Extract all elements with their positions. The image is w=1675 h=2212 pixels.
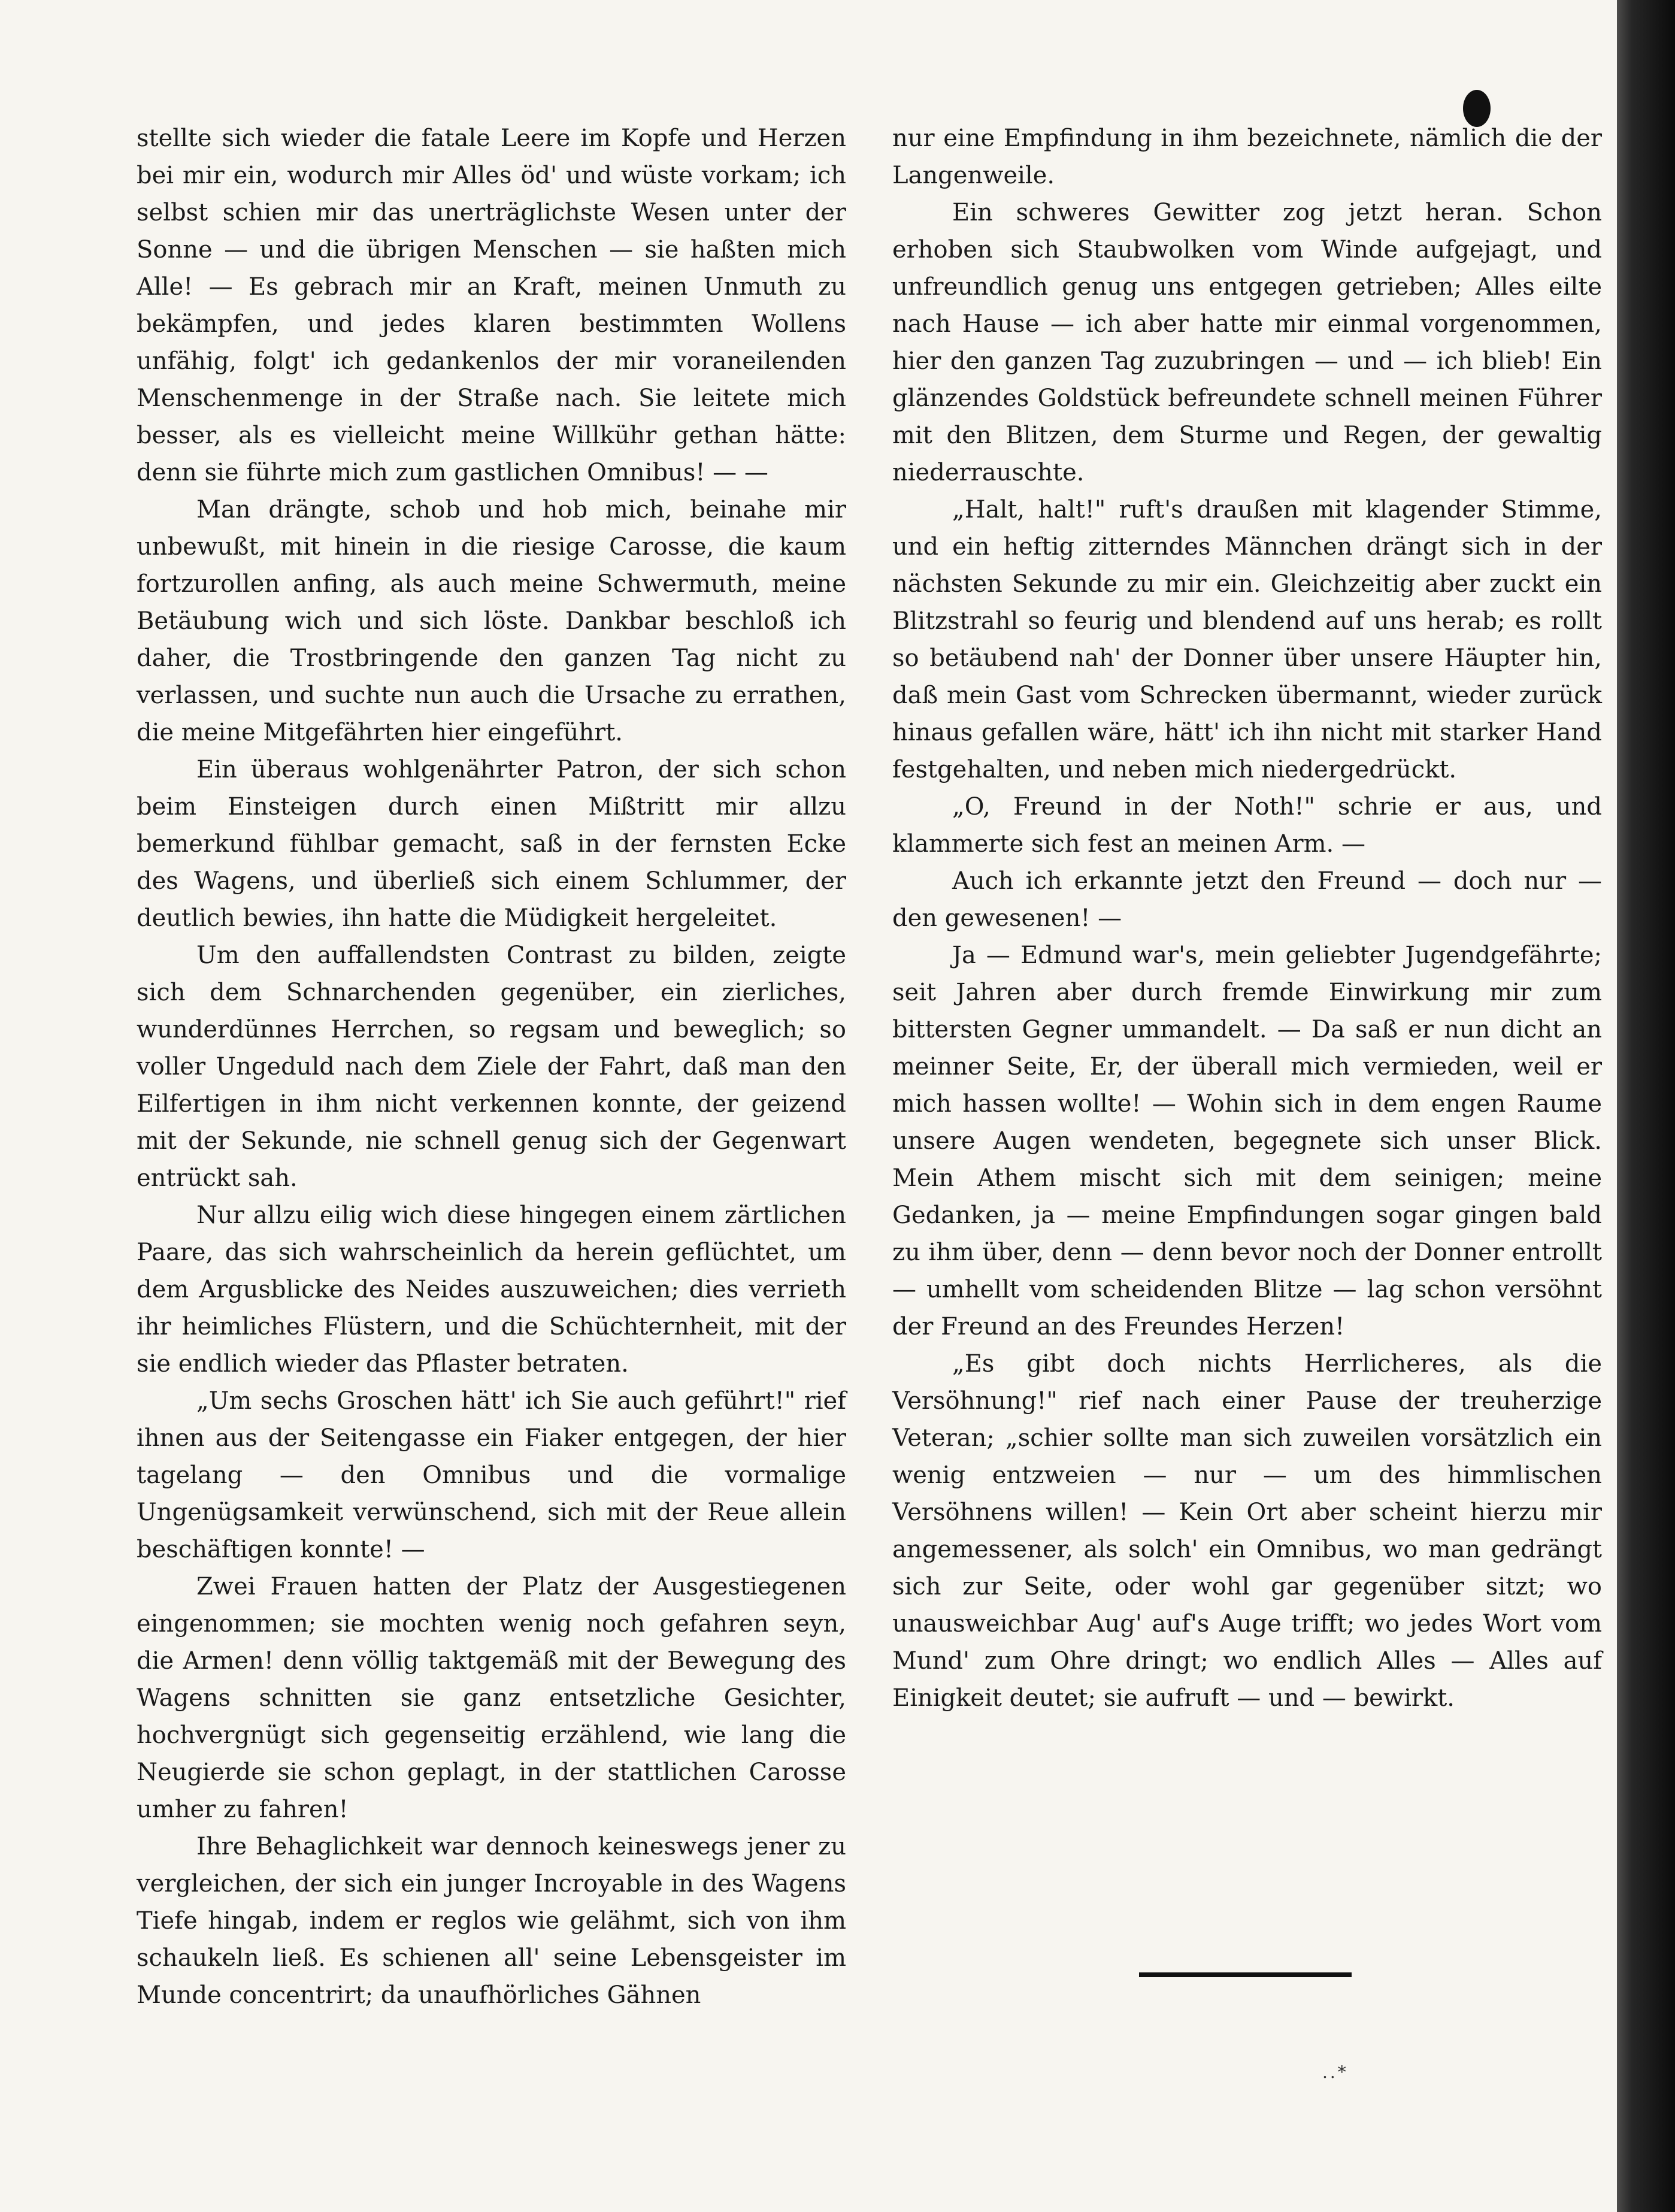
paragraph: stellte sich wieder die fatale Leere im Kopfe und Herzen bei mir ein, wodurch mir Alles öd' und wüste vorkam; ich selbst schien mir das unerträglichste Wesen unter der Sonne — und die übrigen Menschen — sie haßten mich Alle! — Es gebrach mir an Kraft, meinen Unmuth zu bekämpfen, und jedes klaren bestimmten Wollens unfähig, folgt' ich gedankenlos der mir voraneilenden Menschenmenge in der Straße nach. Sie leitete mich besser, als es vielleicht meine Willkühr gethan hätte: denn sie führte mich zum gastlichen Omnibus! — — (137, 125, 846, 486)
paragraph: „O, Freund in der Noth!" schrie er aus, und klammerte sich fest an meinen Arm. — (892, 793, 1602, 858)
paragraph: Ja — Edmund war's, mein geliebter Jugendgefährte; seit Jahren aber durch fremde Einwirkung mir zum bittersten Gegner ummandelt. — Da saß er nun dicht an meinner Seite, Er, der überall mich vermieden, weil er mich hassen wollte! — Wohin sich in dem engen Raume unsere Augen wendeten, begegnete sich unser Blick. Mein Athem mischt sich mit dem seinigen; meine Gedanken, ja — meine Empfindungen sogar gingen bald zu ihm über, denn — denn bevor noch der Donner entrollt — umhellt vom scheidenden Blitze — lag schon versöhnt der Freund an des Freundes Herzen! (892, 942, 1602, 1340)
paragraph: Um den auffallendsten Contrast zu bilden, zeigte sich dem Schnarchenden gegenüber, ein zierliches, wunderdünnes Herrchen, so regsam und beweglich; so voller Ungeduld nach dem Ziele der Fahrt, daß man den Eilfertigen in ihm nicht verkennen konnte, der geizend mit der Sekunde, nie schnell genug sich der Gegenwart entrückt sah. (137, 942, 846, 1192)
left-column (137, 120, 846, 2014)
paragraph: Zwei Frauen hatten der Platz der Ausgestiegenen eingenommen; sie mochten wenig noch gefahren seyn, die Armen! denn völlig taktgemäß mit der Bewegung des Wagens schnitten sie ganz entsetzliche Gesichter, hochvergnügt sich gegenseitig erzählend, wie lang die Neugierde sie schon geplagt, in der stattlichen Carosse umher zu fahren! (137, 1573, 846, 1823)
paragraph: „Halt, halt!" ruft's draußen mit klagender Stimme, und ein heftig zitterndes Männchen drängt sich in der nächsten Sekunde zu mir ein. Gleichzeitig aber zuckt ein Blitzstrahl so feurig und blendend auf uns herab; es rollt so betäubend nah' der Donner über unsere Häupter hin, daß mein Gast vom Schrecken übermannt, wieder zurück hinaus gefallen wäre, hätt' ich ihn nicht mit starker Hand festgehalten, und neben mich niedergedrückt. (892, 496, 1602, 783)
paragraph: Nur allzu eilig wich diese hingegen einem zärtlichen Paare, das sich wahrscheinlich da herein geflüchtet, um dem Argusblicke des Neides auszuweichen; dies verrieth ihr heimliches Flüstern, und die Schüchternheit, mit der sie endlich wieder das Pflaster betraten. (137, 1202, 846, 1378)
paragraph: „Es gibt doch nichts Herrlicheres, als die Versöhnung!" rief nach einer Pause der treuherzige Veteran; „schier sollte man sich zuweilen vorsätzlich ein wenig entzweien — nur — um des himmlischen Versöhnens willen! — Kein Ort aber scheint hierzu mir angemessener, als solch' ein Omnibus, wo man gedrängt sich zur Seite, oder wohl gar gegenüber sitzt; wo unausweichbar Aug' auf's Auge trifft; wo jedes Wort vom Mund' zum Ohre dringt; wo endlich Alles — Alles auf Einigkeit deutet; sie aufruft — und — bewirkt. (892, 1350, 1602, 1712)
paragraph: nur eine Empfindung in ihm bezeichnete, nämlich die der Langenweile. (892, 125, 1602, 189)
right-column (892, 120, 1602, 1717)
paragraph: Ein schweres Gewitter zog jetzt heran. Schon erhoben sich Staubwolken vom Winde aufgejagt, und unfreundlich genug uns entgegen getrieben; Alles eilte nach Hause — ich aber hatte mir einmal vorgenommen, hier den ganzen Tag zuzubringen — und — ich blieb! Ein glänzendes Goldstück befreundete schnell meinen Führer mit den Blitzen, dem Sturme und Regen, der gewaltig niederrauschte. (892, 199, 1602, 486)
paragraph: Ihre Behaglichkeit war dennoch keineswegs jener zu vergleichen, der sich ein junger Incroyable in des Wagens Tiefe hingab, indem er reglos wie gelähmt, sich von ihm schaukeln ließ. Es schienen all' seine Lebensgeister im Munde concentrirt; da unaufhörliches Gähnen (137, 1833, 846, 2009)
paragraph: Auch ich erkannte jetzt den Freund — doch nur — den gewesenen! — (892, 867, 1602, 932)
footer-mark: ..* (1322, 2062, 1349, 2082)
paragraph: Ein überaus wohlgenährter Patron, der sich schon beim Einsteigen durch einen Mißtritt mir allzu bemerkund fühlbar gemacht, saß in der fernsten Ecke des Wagens, und überließ sich einem Schlummer, der deutlich bewies, ihn hatte die Müdigkeit hergeleitet. (137, 756, 846, 932)
paragraph: „Um sechs Groschen hätt' ich Sie auch geführt!" rief ihnen aus der Seitengasse ein Fiaker entgegen, der hier tagelang — den Omnibus und die vormalige Ungenügsamkeit verwünschend, sich mit der Reue allein beschäftigen konnte! — (137, 1387, 846, 1563)
paragraph: Man drängte, schob und hob mich, beinahe mir unbewußt, mit hinein in die riesige Carosse, die kaum fortzurollen anfing, als auch meine Schwermuth, meine Betäubung wich und sich löste. Dankbar beschloß ich daher, die Trostbringende den ganzen Tag nicht zu verlassen, und suchte nun auch die Ursache zu errathen, die meine Mitgefährten hier eingeführt. (137, 496, 846, 746)
section-end-rule (1139, 1972, 1352, 1977)
